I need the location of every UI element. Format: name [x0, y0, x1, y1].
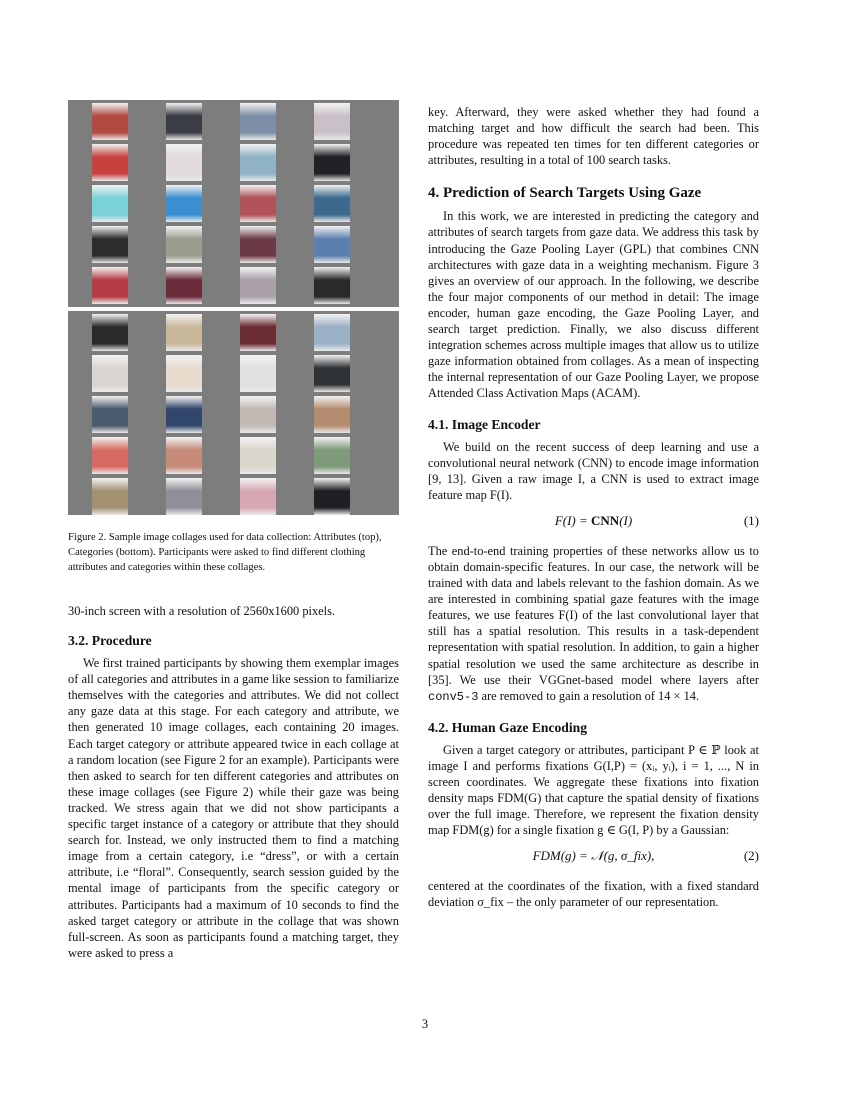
attribute-thumbnail [92, 144, 128, 181]
equation-1-number: (1) [743, 512, 759, 528]
category-thumbnail [166, 437, 202, 474]
category-thumbnail [314, 355, 350, 392]
equation-2 [428, 838, 759, 876]
attribute-thumbnail [166, 226, 202, 263]
attribute-thumbnail [92, 226, 128, 263]
paragraph-fixation-gaussian: centered at the coordinates of the fixation, with a fixed standard deviation σ_fix – the only parameter of our representation. [428, 879, 759, 910]
paragraph-procedure: We first trained participants by showing them exemplar images of all categories and attributes in a game like session to familiarize themselves with the categories and attributes. We did not collect any gaze data at this stage. For each category and attribute, we then generated 10 image collages, each containing 20 images. Each target category or attribute appeared twice in each collage at a random location (see Figure 2 for an example). Participants were then asked to search for ten different categories and attributes on these image collages (see Figure 2) while their gaze was being tracked. We stress again that we did not show participants a specific target instance of a category or attribute that they should search for. Instead, we only instructed them to find a matching image from a certain category, i.e “dress”, or with a certain attribute, i.e “floral”. Consequently, search session guided by the mental image of participants from the specific category or attributes. Participants had a maximum of 10 seconds to find the asked target category or attribute in the collage that was shown full-screen. As soon as participants found a matching target, they were asked to press a [68, 656, 399, 960]
section-heading-procedure: 3.2. Procedure [68, 633, 152, 649]
attribute-thumbnail [240, 226, 276, 263]
attribute-thumbnail [166, 267, 202, 304]
paragraph-cnn-features-text: The end-to-end training properties of these networks allow us to obtain domain-specific features. In our case, the network will be trained with data and labels relevant to the fashion domain. As we are interested in combining spatial gaze features with the image features, we use features F(I) of the last convolutional layer that still has a spatial resolution. This results in a task-dependent representation with spatial resolution. In addition, to gain a higher spatial resolution we used the same architecture as describe in [35]. We use their VGGnet-based model where layers after [428, 543, 759, 687]
category-thumbnail [240, 396, 276, 433]
category-thumbnail [166, 396, 202, 433]
figure-categories-collage [68, 311, 399, 515]
category-thumbnail [240, 478, 276, 515]
category-thumbnail [92, 355, 128, 392]
page-number: 3 [421, 1017, 429, 1031]
section-heading-image-encoder: 4.1. Image Encoder [428, 416, 541, 432]
category-thumbnail [166, 478, 202, 515]
equation-1-arg: (I) [619, 512, 633, 528]
left-column [68, 100, 399, 961]
paragraph-cnn-features-end: are removed to gain a resolution of 14 × 14. [478, 688, 700, 703]
paragraph-screen: 30-inch screen with a resolution of 2560x1600 pixels. [68, 604, 336, 618]
category-thumbnail [240, 314, 276, 351]
attribute-thumbnail [240, 103, 276, 140]
code-conv5-3: conv5-3 [428, 689, 479, 704]
category-thumbnail [314, 478, 350, 515]
category-thumbnail [92, 478, 128, 515]
attribute-thumbnail [314, 267, 350, 304]
collage-grid-bottom [92, 314, 350, 515]
equation-1 [428, 503, 759, 541]
attribute-thumbnail [314, 144, 350, 181]
category-thumbnail [240, 355, 276, 392]
right-column [428, 100, 759, 911]
attribute-thumbnail [166, 185, 202, 222]
equation-2-number: (2) [743, 848, 759, 864]
equation-1-operator: CNN [591, 512, 620, 528]
attribute-thumbnail [314, 103, 350, 140]
attribute-thumbnail [240, 267, 276, 304]
attribute-thumbnail [240, 144, 276, 181]
category-thumbnail [166, 314, 202, 351]
paragraph-image-encoder: We build on the recent success of deep learning and use a convolutional neural network (CNN) to encode image information [9, 13]. Given a raw image I, a CNN is used to extract image feature map F(I). [428, 439, 759, 502]
section-heading-prediction: 4. Prediction of Search Targets Using Gaze [428, 185, 702, 202]
paragraph-prediction: In this work, we are interested in predicting the category and attributes of search targets from gaze data. We address this task by introducing the Gaze Pooling Layer (GPL) that combines CNN architectures with gaze data in a weighting mechanism. Figure 3 gives an overview of our approach. In the following, we describe the four major components of our method in detail: The image encoder, human gaze encoding, the Gaze Pooling Layer, and search target prediction. Finally, we also discuss different integration schemes across multiple images that allow us to utilize gaze information obtained from collages. As a mean of inspecting the internal representation of our Gaze Pooling Layer, we propose Attended Class Activation Maps (ACAM). [428, 209, 759, 401]
attribute-thumbnail [314, 226, 350, 263]
attribute-thumbnail [166, 103, 202, 140]
category-thumbnail [314, 396, 350, 433]
attribute-thumbnail [166, 144, 202, 181]
attribute-thumbnail [92, 103, 128, 140]
section-heading-gaze-encoding: 4.2. Human Gaze Encoding [428, 719, 587, 735]
category-thumbnail [240, 437, 276, 474]
figure-caption: Figure 2. Sample image collages used for data collection: Attributes (top), Categories (bottom). Participants were asked to find different clothing attributes and categories within these collages. [68, 532, 382, 573]
attribute-thumbnail [314, 185, 350, 222]
equation-2-expr: FDM(g) = 𝒩(g, σ_fix), [532, 848, 655, 864]
category-thumbnail [166, 355, 202, 392]
attribute-thumbnail [92, 185, 128, 222]
figure-attributes-collage [68, 100, 399, 307]
category-thumbnail [92, 396, 128, 433]
paragraph-continued: key. Afterward, they were asked whether they had found a matching target and how difficult the search had been. This procedure was repeated ten times for ten different categories or attributes, resulting in a total of 100 search tasks. [428, 105, 759, 168]
equation-1-lhs: F(I) = [554, 512, 592, 528]
collage-grid-top [92, 103, 350, 304]
paragraph-cnn-features [428, 543, 759, 705]
category-thumbnail [314, 437, 350, 474]
category-thumbnail [314, 314, 350, 351]
paragraph-gaze-encoding: Given a target category or attributes, participant P ∈ ℙ look at image I and performs fixations G(I,P) = (xᵢ, yᵢ), i = 1, ..., N in screen coordinates. We aggregate these fixations into fixation density maps FDM(G) that capture the spatial density of fixations over the full image. Therefore, we represent the fixation density map FDM(g) for a single fixation g ∈ G(I, P) by a Gaussian: [428, 742, 759, 838]
category-thumbnail [92, 437, 128, 474]
attribute-thumbnail [92, 267, 128, 304]
attribute-thumbnail [240, 185, 276, 222]
category-thumbnail [92, 314, 128, 351]
